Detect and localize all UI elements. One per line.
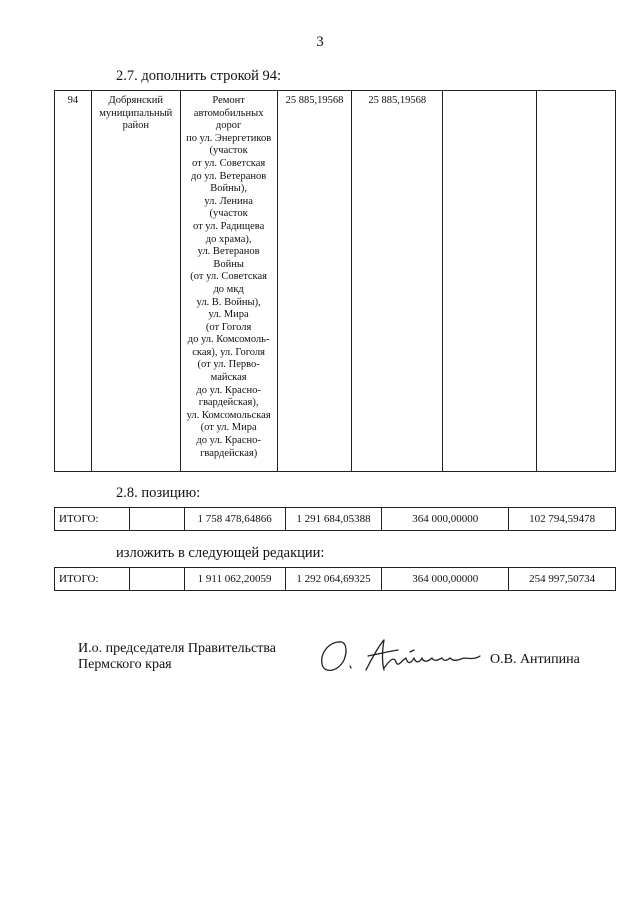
value-4-cell bbox=[537, 91, 616, 472]
description-line: до ул. Красно- bbox=[196, 384, 261, 396]
description-line: (участок bbox=[209, 208, 248, 220]
description-line: ул. Мира bbox=[208, 309, 249, 321]
description-line: Ремонт bbox=[212, 95, 245, 106]
description-line: гвардейская) bbox=[200, 447, 258, 459]
municipality-line: муниципальный bbox=[99, 107, 173, 119]
municipality-cell bbox=[91, 91, 180, 472]
description-line: до ул. Ветеранов bbox=[191, 170, 267, 182]
total-v3: 364 000,00000 bbox=[412, 573, 479, 585]
description-line: ул. Ветеранов bbox=[197, 246, 260, 258]
description-line: (участок bbox=[209, 145, 248, 157]
description-line: (от ул. Советская bbox=[190, 271, 267, 283]
total-v2: 1 291 684,05388 bbox=[296, 513, 371, 525]
table-row-94 bbox=[54, 90, 616, 472]
total-v1: 1 758 478,64866 bbox=[197, 513, 272, 525]
description-line: от ул. Советская bbox=[192, 157, 266, 169]
municipality-text bbox=[92, 95, 180, 133]
value-1: 25 885,19568 bbox=[285, 95, 344, 106]
description-cell bbox=[180, 91, 277, 472]
description-line: майская bbox=[210, 372, 247, 384]
description-line: до храма), bbox=[205, 233, 252, 245]
total-v1-cell bbox=[184, 568, 285, 591]
total-v2: 1 292 064,69325 bbox=[296, 573, 371, 585]
section-heading-new-edition: изложить в следующей редакции: bbox=[116, 545, 325, 561]
row-number-cell bbox=[55, 91, 92, 472]
total-label-cell bbox=[55, 508, 130, 531]
total-v2-cell bbox=[285, 508, 382, 531]
total-label-cell bbox=[55, 568, 130, 591]
description-line: автомобильных bbox=[193, 107, 264, 119]
total-label: ИТОГО: bbox=[59, 573, 99, 585]
total-v4: 102 794,59478 bbox=[529, 513, 596, 525]
total-v1: 1 911 062,20059 bbox=[197, 573, 272, 585]
description-line: Войны), bbox=[210, 183, 247, 195]
blank-cell bbox=[129, 508, 184, 531]
total-v4-cell bbox=[509, 568, 616, 591]
section-heading-position: 2.8. позицию: bbox=[116, 485, 201, 501]
blank-cell bbox=[129, 568, 184, 591]
total-v1-cell bbox=[184, 508, 285, 531]
signatory-title-line-2: Пермского края bbox=[78, 657, 172, 672]
value-3-cell bbox=[443, 91, 537, 472]
description-text bbox=[181, 95, 277, 460]
total-v4: 254 997,50734 bbox=[529, 573, 596, 585]
description-line: до ул. Красно- bbox=[196, 435, 261, 447]
description-line: ул. В. Войны), bbox=[196, 296, 261, 308]
description-line: дорог bbox=[215, 120, 242, 132]
description-line: ская), ул. Гоголя bbox=[192, 346, 265, 358]
value-1-cell bbox=[277, 91, 352, 472]
signatory-title-line-1: И.о. председателя Правительства bbox=[78, 641, 277, 656]
total-v3-cell bbox=[382, 568, 509, 591]
description-line: (от ул. Мира bbox=[200, 422, 257, 434]
value-2: 25 885,19568 bbox=[368, 95, 427, 106]
description-line: Войны bbox=[213, 258, 244, 270]
total-v3: 364 000,00000 bbox=[412, 513, 479, 525]
description-line: от ул. Радищева bbox=[192, 220, 265, 232]
description-line: (от ул. Перво- bbox=[197, 359, 260, 371]
signatory-title bbox=[78, 641, 276, 673]
handwritten-signature bbox=[318, 632, 490, 676]
total-v2-cell bbox=[285, 568, 382, 591]
description-line: по ул. Энергетиков bbox=[186, 132, 272, 144]
description-line: гвардейская), bbox=[198, 397, 259, 409]
page-number: 3 bbox=[316, 34, 324, 50]
total-v4-cell bbox=[509, 508, 616, 531]
municipality-line: Добрянский bbox=[108, 95, 163, 106]
total-v3-cell bbox=[382, 508, 509, 531]
total-row-old bbox=[54, 507, 616, 531]
description-line: (от Гоголя bbox=[205, 321, 252, 333]
description-line: ул. Комсомольская bbox=[186, 409, 271, 421]
row-number: 94 bbox=[67, 95, 79, 106]
total-label: ИТОГО: bbox=[59, 513, 99, 525]
signatory-name: О.В. Антипина bbox=[490, 652, 580, 667]
description-line: до мкд bbox=[213, 283, 244, 295]
value-2-cell bbox=[352, 91, 443, 472]
municipality-line: район bbox=[122, 120, 149, 132]
description-line: ул. Ленина bbox=[204, 195, 253, 207]
total-row-new bbox=[54, 567, 616, 591]
description-line: до ул. Комсомоль- bbox=[187, 334, 270, 346]
section-heading-add-row: 2.7. дополнить строкой 94: bbox=[116, 68, 282, 84]
